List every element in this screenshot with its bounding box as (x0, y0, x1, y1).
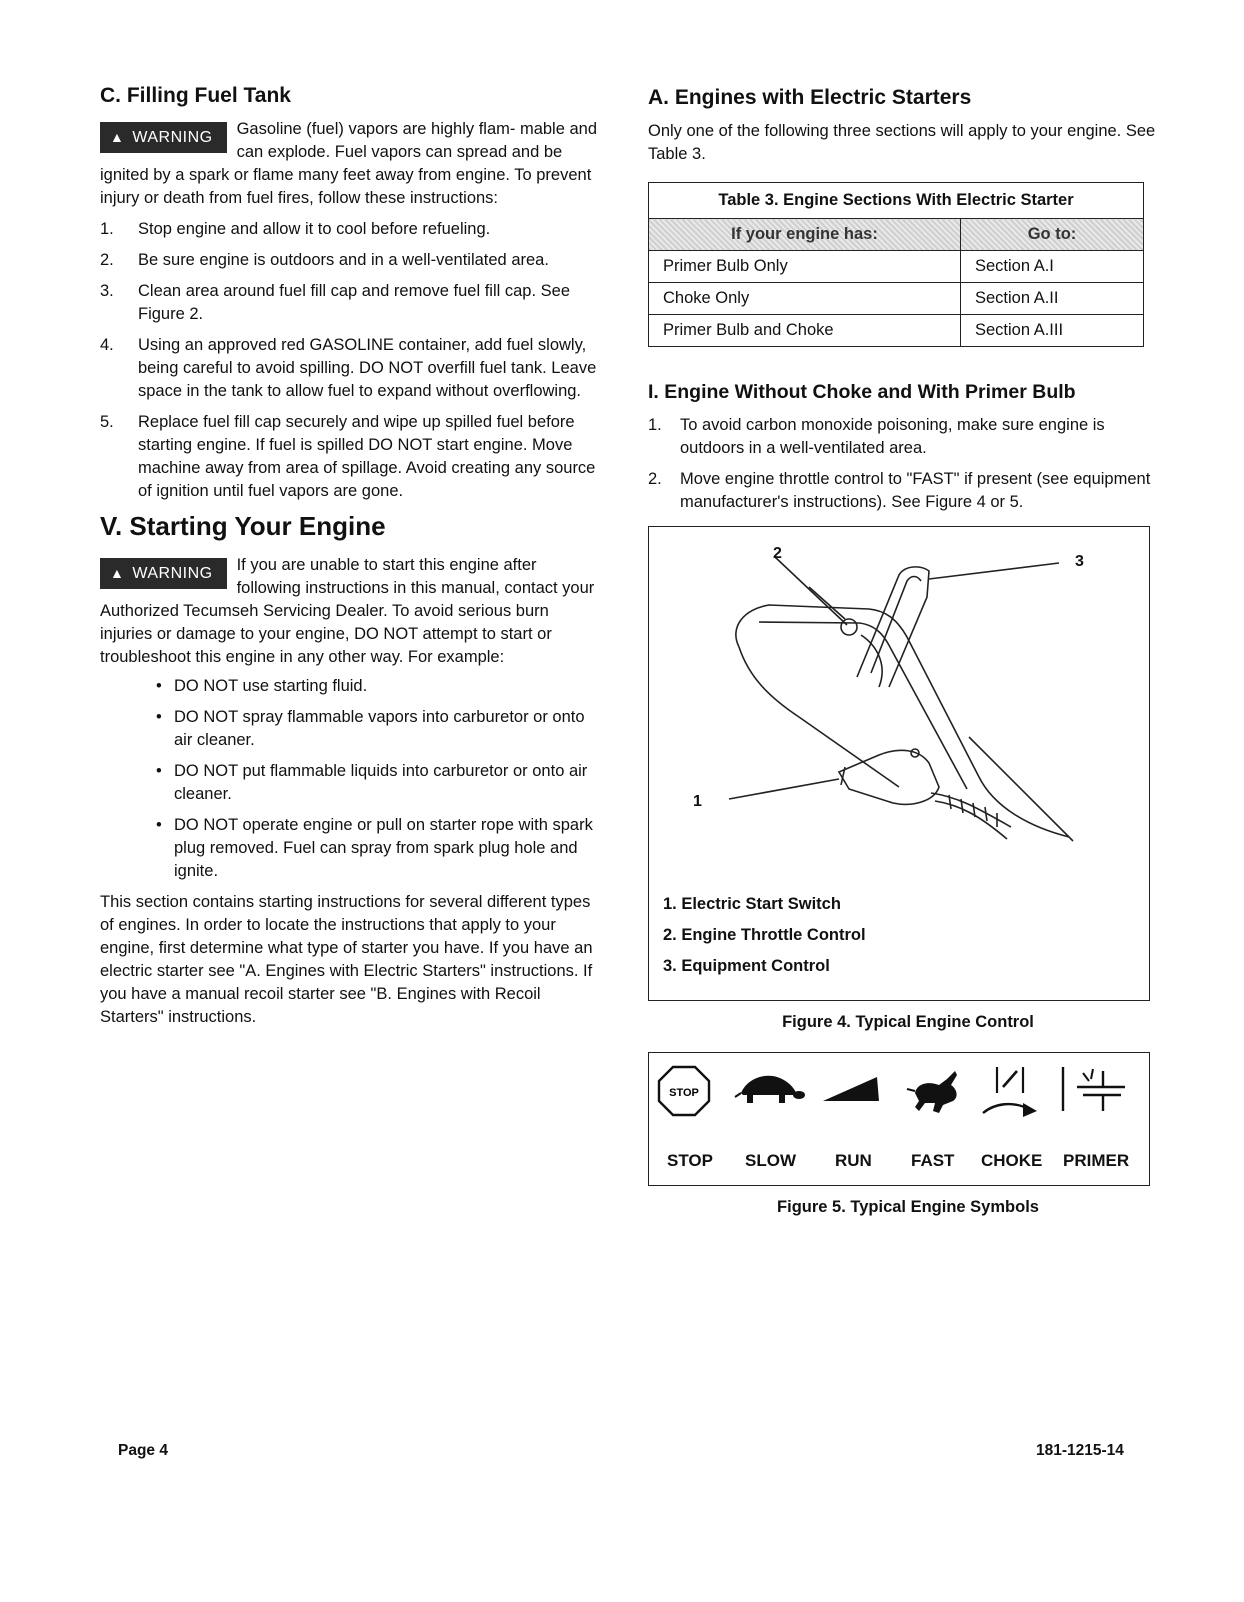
warning-badge: ▲ WARNING (100, 122, 227, 153)
figure-5 (648, 1052, 1150, 1186)
starting-warning (100, 554, 605, 669)
symbol-label: CHOKE (981, 1151, 1043, 1170)
list-item: • DO NOT operate engine or pull on starter rope with spark plug removed. Fuel can spray from spark plug hole and ignite. (154, 814, 605, 883)
list-item: • DO NOT spray flammable vapors into carburetor or onto air cleaner. (154, 706, 605, 752)
list-item: • DO NOT use starting fluid. (154, 675, 605, 698)
svg-text:STOP: STOP (669, 1087, 699, 1099)
figure-4 (648, 526, 1150, 1001)
symbol-label: PRIMER (1063, 1151, 1130, 1170)
list-item: 5. Replace fuel fill cap securely and wipe up spilled fuel before starting engine. If fuel is spilled DO NOT start engine. Move machine away from area of spillage. Avoid creating any source of ignition until fuel vapors are gone. (100, 413, 596, 500)
figure-4-legend (663, 889, 866, 982)
callout-2: 2 (773, 545, 782, 562)
list-item: 3. Clean area around fuel fill cap and remove fuel fill cap. See Figure 2. (100, 282, 571, 323)
right-column (648, 86, 1168, 1217)
starting-warning-text: If you are unable to start this engine after following instructions in this manual, contact your Authorized Tecumseh Servicing Dealer. To avoid serious burn injuries or damage to your engine, DO NOT attempt to start or troubleshoot this engine in any other way. For example: (100, 556, 595, 666)
left-column (100, 84, 605, 1029)
table-row: Choke Only Section A.II (649, 283, 1144, 315)
primer-icon (1055, 1061, 1127, 1119)
list-item: 1. Stop engine and allow it to cool before refueling. (100, 220, 491, 238)
callout-3: 3 (1075, 553, 1084, 570)
section-ai-steps (648, 414, 1168, 514)
symbol-label: FAST (911, 1151, 955, 1170)
stop-icon (651, 1061, 723, 1119)
callout-1: 1 (693, 793, 702, 810)
starting-bullets (100, 675, 605, 883)
table-row: Primer Bulb Only Section A.I (649, 251, 1144, 283)
symbol-label: SLOW (745, 1151, 796, 1170)
symbol-label: STOP (667, 1151, 713, 1170)
fuel-warning-text: Gasoline (fuel) vapors are highly flam- mable and can explode. Fuel vapors can spread and be ignited by a spark or flame many feet away from engine. To prevent injury or death from fuel fires, follow these instructions: (100, 120, 598, 207)
fuel-heading: C. Filling Fuel Tank (100, 84, 291, 107)
turtle-icon (733, 1061, 805, 1119)
figure-5-caption: Figure 5. Typical Engine Symbols (777, 1198, 1039, 1216)
symbol-label: RUN (835, 1151, 872, 1170)
electric-heading: A. Engines with Electric Starters (648, 86, 972, 109)
list-item: 2. Be sure engine is outdoors and in a well-ventilated area. (100, 251, 549, 269)
legend-item: 1. Electric Start Switch (663, 895, 841, 913)
warning-badge: ▲ WARNING (100, 558, 227, 589)
warning-triangle-icon: ▲ (110, 565, 125, 581)
table-header-engine: If your engine has: (649, 219, 961, 251)
choke-icon (973, 1061, 1045, 1119)
engine-control-illustration (649, 527, 1149, 867)
section-ai-heading: I. Engine Without Choke and With Primer Bulb (648, 381, 1076, 403)
starting-heading: V. Starting Your Engine (100, 511, 386, 541)
legend-item: 2. Engine Throttle Control (663, 926, 866, 944)
run-wedge-icon (817, 1061, 889, 1119)
table-caption: Table 3. Engine Sections With Electric Starter (649, 183, 1144, 219)
table-header-goto: Go to: (960, 219, 1143, 251)
list-item: 4. Using an approved red GASOLINE container, add fuel slowly, being careful to avoid spilling. DO NOT overfill fuel tank. Leave space in the tank to allow fuel to expand without overflowing. (100, 336, 597, 400)
document-number: 181-1215-14 (1036, 1442, 1124, 1459)
fuel-steps (100, 218, 605, 503)
page-number: Page 4 (118, 1442, 168, 1459)
figure-4-caption: Figure 4. Typical Engine Control (782, 1013, 1034, 1031)
rabbit-icon (899, 1061, 971, 1119)
table-3 (648, 182, 1144, 347)
list-item: 2. Move engine throttle control to "FAST" if present (see equipment manufacturer's instructions). See Figure 4 or 5. (648, 470, 1151, 511)
starting-paragraph: This section contains starting instructions for several different types of engines. In order to locate the instructions that apply to your engine, first determine what type of starter you have. If you have an electric starter see "A. Engines with Electric Starters" instructions. If you have a manual recoil starter see "B. Engines with Recoil Starters" instructions. (100, 893, 593, 1026)
list-item: 1. To avoid carbon monoxide poisoning, make sure engine is outdoors in a well-ventilated area. (648, 416, 1105, 457)
table-row: Primer Bulb and Choke Section A.III (649, 315, 1144, 347)
electric-intro: Only one of the following three sections will apply to your engine. See Table 3. (648, 122, 1156, 163)
legend-item: 3. Equipment Control (663, 957, 830, 975)
fuel-warning (100, 118, 605, 210)
list-item: • DO NOT put flammable liquids into carburetor or onto air cleaner. (154, 760, 605, 806)
warning-triangle-icon: ▲ (110, 129, 125, 145)
